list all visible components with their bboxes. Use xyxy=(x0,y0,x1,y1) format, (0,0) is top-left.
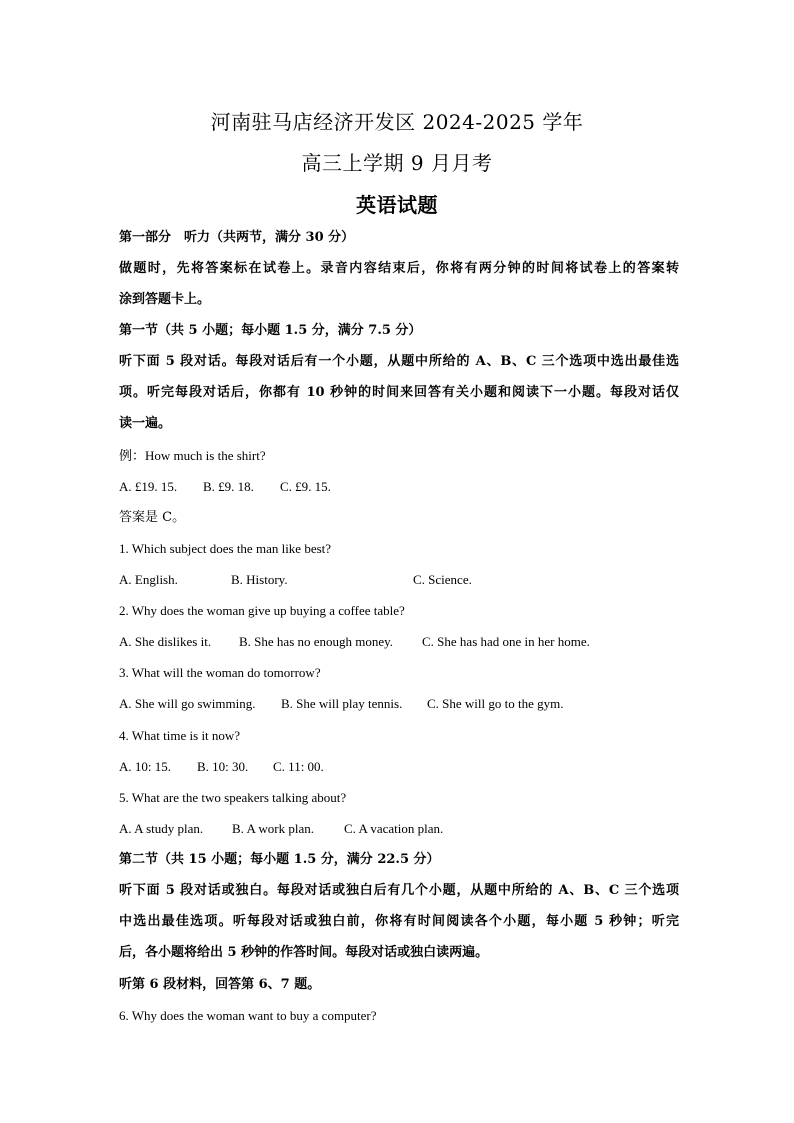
option-c: C. She will go to the gym. xyxy=(427,696,564,711)
option-b: B. 10: 30. xyxy=(197,759,249,774)
title-line-3: 英语试题 xyxy=(356,193,438,217)
question-5-options xyxy=(119,821,679,837)
material-6-heading: 听第 6 段材料，回答第 6、7 题。 xyxy=(119,977,321,992)
option-a: A. £19. 15. xyxy=(119,479,178,494)
option-a: A. A study plan. xyxy=(119,821,204,836)
section1-instructions-line-3: 读一遍。 xyxy=(119,416,172,431)
question-1-options xyxy=(119,572,679,588)
section2-instructions-line-1: 听下面 5 段对话或独白。每段对话或独白后有几个小题，从题中所给的 A、B、C 三个选项 xyxy=(119,883,679,898)
option-b: B. £9. 18. xyxy=(203,479,254,494)
part1-heading: 第一部分 听力（共两节，满分 30 分） xyxy=(119,230,355,245)
option-b: B. She has no enough money. xyxy=(239,634,394,649)
option-c: C. She has had one in her home. xyxy=(422,634,590,649)
section2-instructions-line-3: 后，各小题将给出 5 秒钟的作答时间。每段对话或独白读两遍。 xyxy=(119,945,489,960)
section2-instructions-line-2: 中选出最佳选项。听每段对话或独白前，你将有时间阅读各个小题，每小题 5 秒钟；听完 xyxy=(119,914,679,929)
option-c: C. A vacation plan. xyxy=(344,821,444,836)
part1-instructions-line-1: 做题时，先将答案标在试卷上。录音内容结束后，你将有两分钟的时间将试卷上的答案转 xyxy=(119,261,679,276)
option-b: B. She will play tennis. xyxy=(281,696,403,711)
question-4: 4. What time is it now? xyxy=(119,728,241,743)
option-a: A. 10: 15. xyxy=(119,759,171,774)
title-line-2: 高三上学期 9 月月考 xyxy=(301,151,493,175)
question-5: 5. What are the two speakers talking about? xyxy=(119,790,347,805)
option-c: C. 11: 00. xyxy=(273,759,324,774)
option-a: A. English. xyxy=(119,572,178,587)
section1-instructions-line-1: 听下面 5 段对话。每段对话后有一个小题，从题中所给的 A、B、C 三个选项中选出最佳选 xyxy=(119,354,679,369)
option-c: C. Science. xyxy=(413,572,472,587)
option-b: B. A work plan. xyxy=(232,821,314,836)
question-2: 2. Why does the woman give up buying a coffee table? xyxy=(119,603,405,618)
question-6: 6. Why does the woman want to buy a computer? xyxy=(119,1008,377,1023)
question-2-options xyxy=(119,634,679,650)
section1-heading: 第一节（共 5 小题；每小题 1.5 分，满分 7.5 分） xyxy=(119,323,422,338)
question-1: 1. Which subject does the man like best? xyxy=(119,541,332,556)
option-c: C. £9. 15. xyxy=(280,479,331,494)
question-3-options xyxy=(119,696,679,712)
example-options xyxy=(119,479,679,495)
question-4-options xyxy=(119,759,679,775)
example-answer: 答案是 C。 xyxy=(119,510,186,525)
example-question: 例：How much is the shirt? xyxy=(119,448,266,463)
part1-instructions-line-2: 涂到答题卡上。 xyxy=(119,292,211,307)
option-b: B. History. xyxy=(231,572,288,587)
option-a: A. She will go swimming. xyxy=(119,696,256,711)
section2-heading: 第二节（共 15 小题；每小题 1.5 分，满分 22.5 分） xyxy=(119,852,440,867)
question-3: 3. What will the woman do tomorrow? xyxy=(119,665,321,680)
section1-instructions-line-2: 项。听完每段对话后，你都有 10 秒钟的时间来回答有关小题和阅读下一小题。每段对话仅 xyxy=(119,385,679,400)
title-line-1: 河南驻马店经济开发区 2024-2025 学年 xyxy=(210,110,584,134)
option-a: A. She dislikes it. xyxy=(119,634,212,649)
